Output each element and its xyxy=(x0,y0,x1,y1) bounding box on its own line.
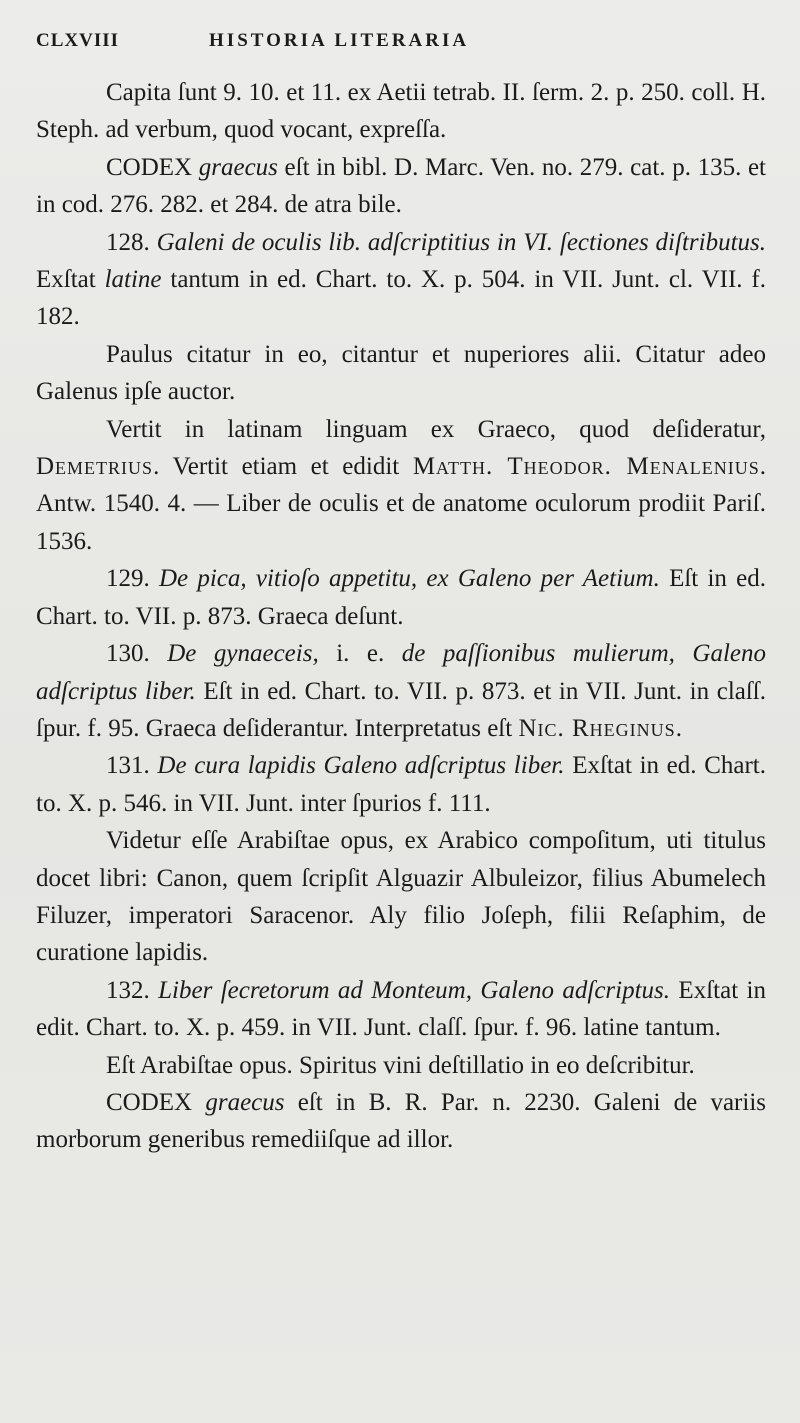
text-run: Vertit in latinam linguam ex Graeco, quod deſideratur, xyxy=(106,415,766,443)
paragraph xyxy=(36,336,766,411)
paragraph xyxy=(36,972,766,1047)
body-text xyxy=(36,74,766,1159)
running-head xyxy=(36,30,766,52)
italic-run: graecus xyxy=(198,153,278,181)
paragraph xyxy=(36,560,766,635)
text-run: i. e. xyxy=(318,640,402,668)
entry-number: 130. xyxy=(106,640,168,668)
text-run: CODEX xyxy=(106,1088,206,1116)
text-run: Exſtat in ed. Chart. to. X. p. 546. in VII. Junt. inter ſpurios f. 111. xyxy=(36,752,766,817)
italic-run: De pica, vitioſo appetitu, ex Galeno per Aetium. xyxy=(158,565,660,593)
text-run: . Antw. 1540. 4. — Liber de oculis et de anatome oculorum prodiit Pariſ. 1536. xyxy=(36,453,766,555)
italic-run: De cura lapidis Galeno adſcriptus liber. xyxy=(157,752,565,780)
paragraph xyxy=(36,747,766,822)
text-run: Eſt in ed. Chart. to. VII. p. 873. Graeca deſunt. xyxy=(36,565,766,630)
italic-run: latine xyxy=(104,266,162,294)
author-name: Matth. Theodor. Menalenius xyxy=(412,453,760,481)
text-run: Capita ſunt 9. 10. et 11. ex Aetii tetrab. II. ſerm. 2. p. 250. coll. H. Steph. ad verbum, quod vocant, expreſſa. xyxy=(36,79,766,144)
italic-run: graecus xyxy=(205,1088,285,1116)
paragraph xyxy=(36,1084,766,1159)
paragraph xyxy=(36,822,766,972)
entry-number: 132. xyxy=(106,976,159,1004)
text-run: . Vertit etiam et edidit xyxy=(153,453,413,481)
entry-number: 129. xyxy=(106,565,159,593)
page-number: CLXVIII xyxy=(36,30,120,51)
italic-run: De gynaeceis, xyxy=(167,640,319,668)
paragraph xyxy=(36,635,766,747)
running-title: HISTORIA LITERARIA xyxy=(209,30,470,51)
paragraph xyxy=(36,149,766,224)
text-run: tantum in ed. Chart. to. X. p. 504. in VII. Junt. cl. VII. f. 182. xyxy=(36,266,766,331)
text-run: Eſt Arabiſtae opus. Spiritus vini deſtillatio in eo deſcribitur. xyxy=(106,1051,695,1079)
text-run: Videtur eſſe Arabiſtae opus, ex Arabico compoſitum, uti titulus docet libri: Canon, quem ſcripſit Alguazir Albuleizor, filius Abumelech Filuzer, imperatori Saracenor. Aly filio Joſeph, filii Reſaphim, de curatione lapidis. xyxy=(36,827,766,967)
text-run: Paulus citatur in eo, citantur et nuperiores alii. Citatur adeo Galenus ipſe auctor. xyxy=(36,340,766,406)
text-run: CODEX xyxy=(106,153,199,181)
text-run: Eſt in ed. Chart. to. VII. p. 873. et in VII. Junt. in claſſ. ſpur. f. 95. Graeca deſiderantur. Interpretatus eſt xyxy=(36,677,766,742)
paragraph xyxy=(36,411,766,561)
text-run: Exſtat in edit. Chart. to. X. p. 459. in VII. Junt. claſſ. ſpur. f. 96. latine tantum. xyxy=(36,976,766,1042)
author-name: Demetrius xyxy=(36,453,154,481)
text-run: Exſtat xyxy=(36,266,105,294)
entry-number: 131. xyxy=(106,752,158,780)
italic-run: de paſſionibus mulierum, Galeno adſcriptus liber. xyxy=(36,640,767,705)
paragraph xyxy=(36,74,766,149)
author-name: Nic. Rheginus xyxy=(518,714,676,742)
entry-number: 128. xyxy=(106,228,157,256)
paragraph xyxy=(36,1047,766,1084)
text-run: . xyxy=(675,714,682,742)
italic-run: Liber ſecretorum ad Monteum, Galeno adſcriptus. xyxy=(158,976,671,1004)
text-run: eſt in bibl. D. Marc. Ven. no. 279. cat. p. 135. et in cod. 276. 282. et 284. de atra bile. xyxy=(36,153,767,219)
italic-run: Galeni de oculis lib. adſcriptitius in VI. ſectiones diſtributus. xyxy=(156,228,766,256)
text-run: eſt in B. R. Par. n. 2230. Galeni de variis morborum generibus remediiſque ad illor. xyxy=(36,1088,766,1154)
paragraph xyxy=(36,224,766,336)
